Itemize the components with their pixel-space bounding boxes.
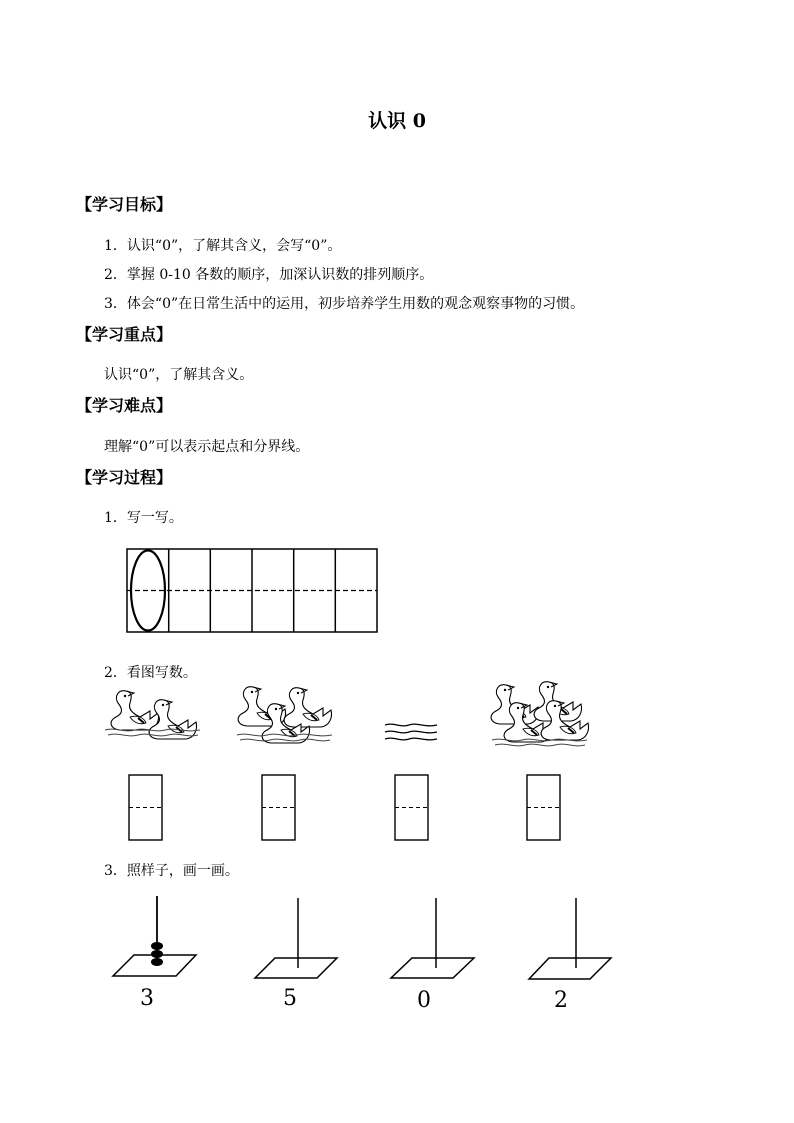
answer-box-1[interactable] xyxy=(129,775,162,840)
key-points-heading: 【学习重点】 xyxy=(76,325,173,344)
key-points-text: 认识“0”，了解其含义。 xyxy=(104,367,254,383)
goal-item-3: 3．体会“0”在日常生活中的运用，初步培养学生用数的观念观察事物的习惯。 xyxy=(104,296,585,312)
abacus-5[interactable] xyxy=(255,898,337,978)
goals-heading: 【学习目标】 xyxy=(76,195,173,214)
exercise-1-label: 1．写一写。 xyxy=(104,510,183,526)
abacus-2[interactable] xyxy=(529,898,611,979)
page-title: 认识 0 xyxy=(368,110,426,132)
abacus-number-2: 5 xyxy=(283,986,297,1011)
difficulties-heading: 【学习难点】 xyxy=(76,396,173,415)
exercise-2-label: 2．看图写数。 xyxy=(104,665,197,681)
goal-item-1: 1．认识“0”，了解其含义，会写“0”。 xyxy=(104,238,342,254)
swan-group-2 xyxy=(105,691,200,739)
water-only xyxy=(385,724,437,740)
abacus-number-3: 0 xyxy=(417,988,431,1013)
swan-group-4 xyxy=(491,682,588,746)
exercise-3-label: 3．照样子，画一画。 xyxy=(104,863,239,879)
difficulties-text: 理解“0”可以表示起点和分界线。 xyxy=(104,439,310,455)
bead xyxy=(151,942,163,950)
process-heading: 【学习过程】 xyxy=(76,468,173,487)
abacus-number-4: 2 xyxy=(554,988,568,1013)
bead xyxy=(151,950,163,958)
abacus-number-1: 3 xyxy=(140,986,154,1011)
answer-box-2[interactable] xyxy=(262,775,295,840)
answer-box-4[interactable] xyxy=(527,775,560,840)
abacus-0[interactable] xyxy=(391,898,474,978)
bead xyxy=(151,958,163,966)
goal-item-2: 2．掌握 0-10 各数的顺序，加深认识数的排列顺序。 xyxy=(104,267,434,283)
answer-box-3[interactable] xyxy=(395,775,428,840)
abacus-sample-3 xyxy=(113,896,196,976)
swan-group-3 xyxy=(237,687,332,743)
